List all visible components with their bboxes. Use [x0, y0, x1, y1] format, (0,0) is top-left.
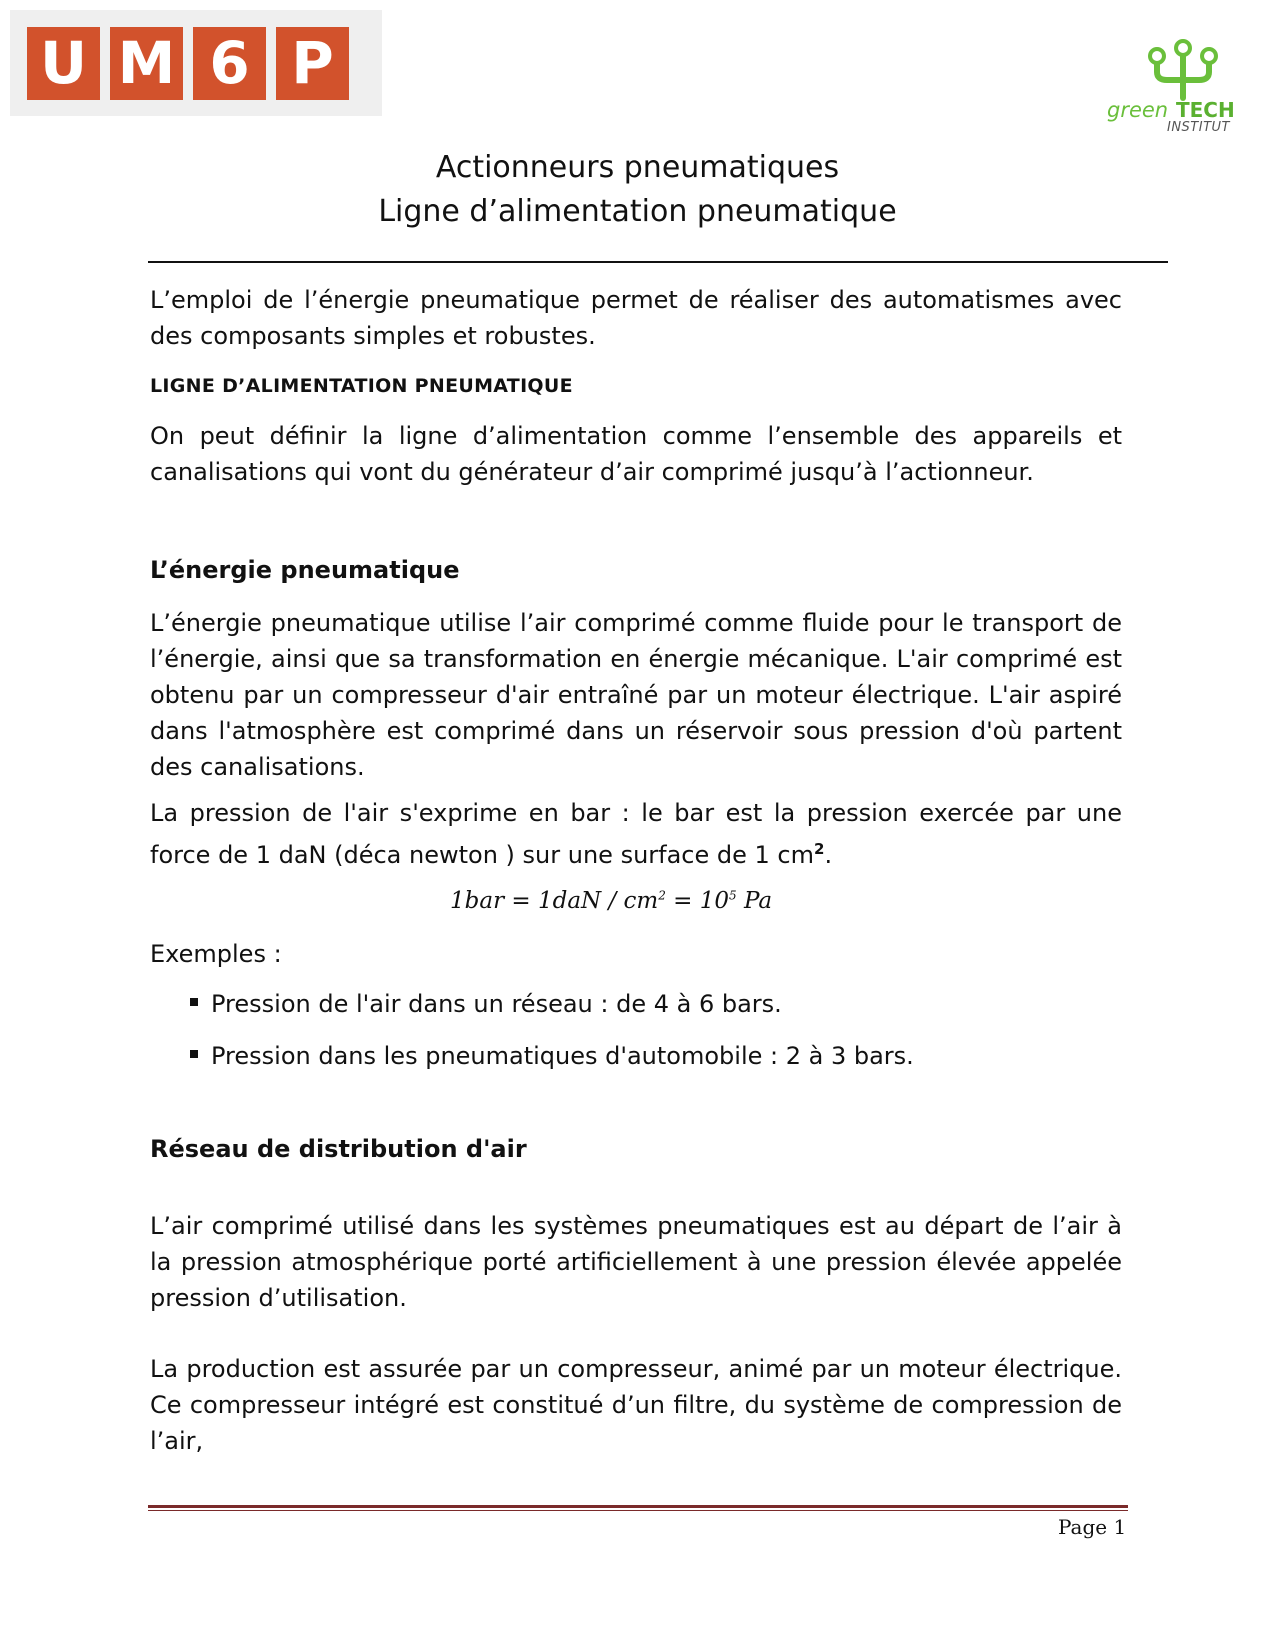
- square-bullet-icon: [190, 1050, 198, 1058]
- section-heading-ligne: LIGNE D’ALIMENTATION PNEUMATIQUE: [150, 375, 573, 397]
- um6p-logo-letter: U: [27, 27, 100, 100]
- pressure-paragraph: [150, 795, 1122, 873]
- section-energie-paragraph: L’énergie pneumatique utilise l’air comprimé comme fluide pour le transport de l’énergie, ainsi que sa transformation en énergie mécanique. L'air comprimé est obtenu par un compresseur d'air entraîné par un moteur électrique. L'air aspiré dans l'atmosphère est comprimé dans un réservoir sous pression d'où partent des canalisations.: [150, 609, 1122, 781]
- um6p-logo-letter: P: [276, 27, 349, 100]
- footer-divider-thin: [148, 1510, 1128, 1511]
- list-item: [190, 1042, 914, 1070]
- list-item-text: Pression dans les pneumatiques d'automobile : 2 à 3 bars.: [211, 1042, 914, 1070]
- greentech-logo-green: green: [1107, 98, 1169, 122]
- document-title: Actionneurs pneumatiques: [435, 150, 840, 185]
- circuit-tree-icon: [1143, 38, 1223, 102]
- document-subtitle: Ligne d’alimentation pneumatique: [378, 194, 897, 229]
- production-paragraph: La production est assurée par un compresseur, animé par un moteur électrique. Ce compresseur intégré est constitué d’un filtre, du système de compression de l’air,: [150, 1355, 1122, 1455]
- formula-superscript: 5: [729, 888, 737, 903]
- formula-part: Pa: [736, 888, 773, 914]
- um6p-logo-letter: 6: [193, 27, 266, 100]
- section-reseau-paragraph: L’air comprimé utilisé dans les systèmes pneumatiques est au départ de l’air à la pression atmosphérique porté artificiellement à une pression élevée appelée pression d’utilisation.: [150, 1212, 1122, 1312]
- list-item: [190, 990, 782, 1018]
- section-heading-reseau: Réseau de distribution d'air: [150, 1135, 527, 1163]
- footer-divider: [148, 1505, 1128, 1508]
- examples-label: Exemples :: [150, 940, 282, 968]
- greentech-logo: [1105, 38, 1255, 138]
- pressure-end: .: [824, 841, 833, 869]
- formula-part: = 10: [665, 888, 730, 914]
- title-divider: [148, 261, 1168, 263]
- pressure-superscript: 2: [814, 840, 825, 858]
- list-item-text: Pression de l'air dans un réseau : de 4 à 6 bars.: [211, 990, 782, 1018]
- formula-superscript: 2: [658, 888, 666, 903]
- page-number: Page 1: [1058, 1515, 1127, 1539]
- pressure-formula: [450, 888, 772, 914]
- section-ligne-paragraph: On peut définir la ligne d’alimentation comme l’ensemble des appareils et canalisations qui vont du générateur d’air comprimé jusqu’à l’actionneur.: [150, 422, 1122, 486]
- intro-paragraph: L’emploi de l’énergie pneumatique permet de réaliser des automatismes avec des composants simples et robustes.: [150, 286, 1122, 350]
- greentech-logo-institut: INSTITUT: [1167, 120, 1230, 135]
- um6p-logo-letter: M: [110, 27, 183, 100]
- greentech-logo-tech: TECH: [1176, 98, 1235, 122]
- square-bullet-icon: [190, 998, 198, 1006]
- pressure-text: La pression de l'air s'exprime en bar : le bar est la pression exercée par une force de 1 daN (déca newton ) sur une surface de 1 cm: [150, 799, 1122, 869]
- section-heading-energie: L’énergie pneumatique: [150, 556, 460, 584]
- formula-part: 1bar = 1daN / cm: [450, 888, 659, 914]
- um6p-logo: [10, 10, 382, 116]
